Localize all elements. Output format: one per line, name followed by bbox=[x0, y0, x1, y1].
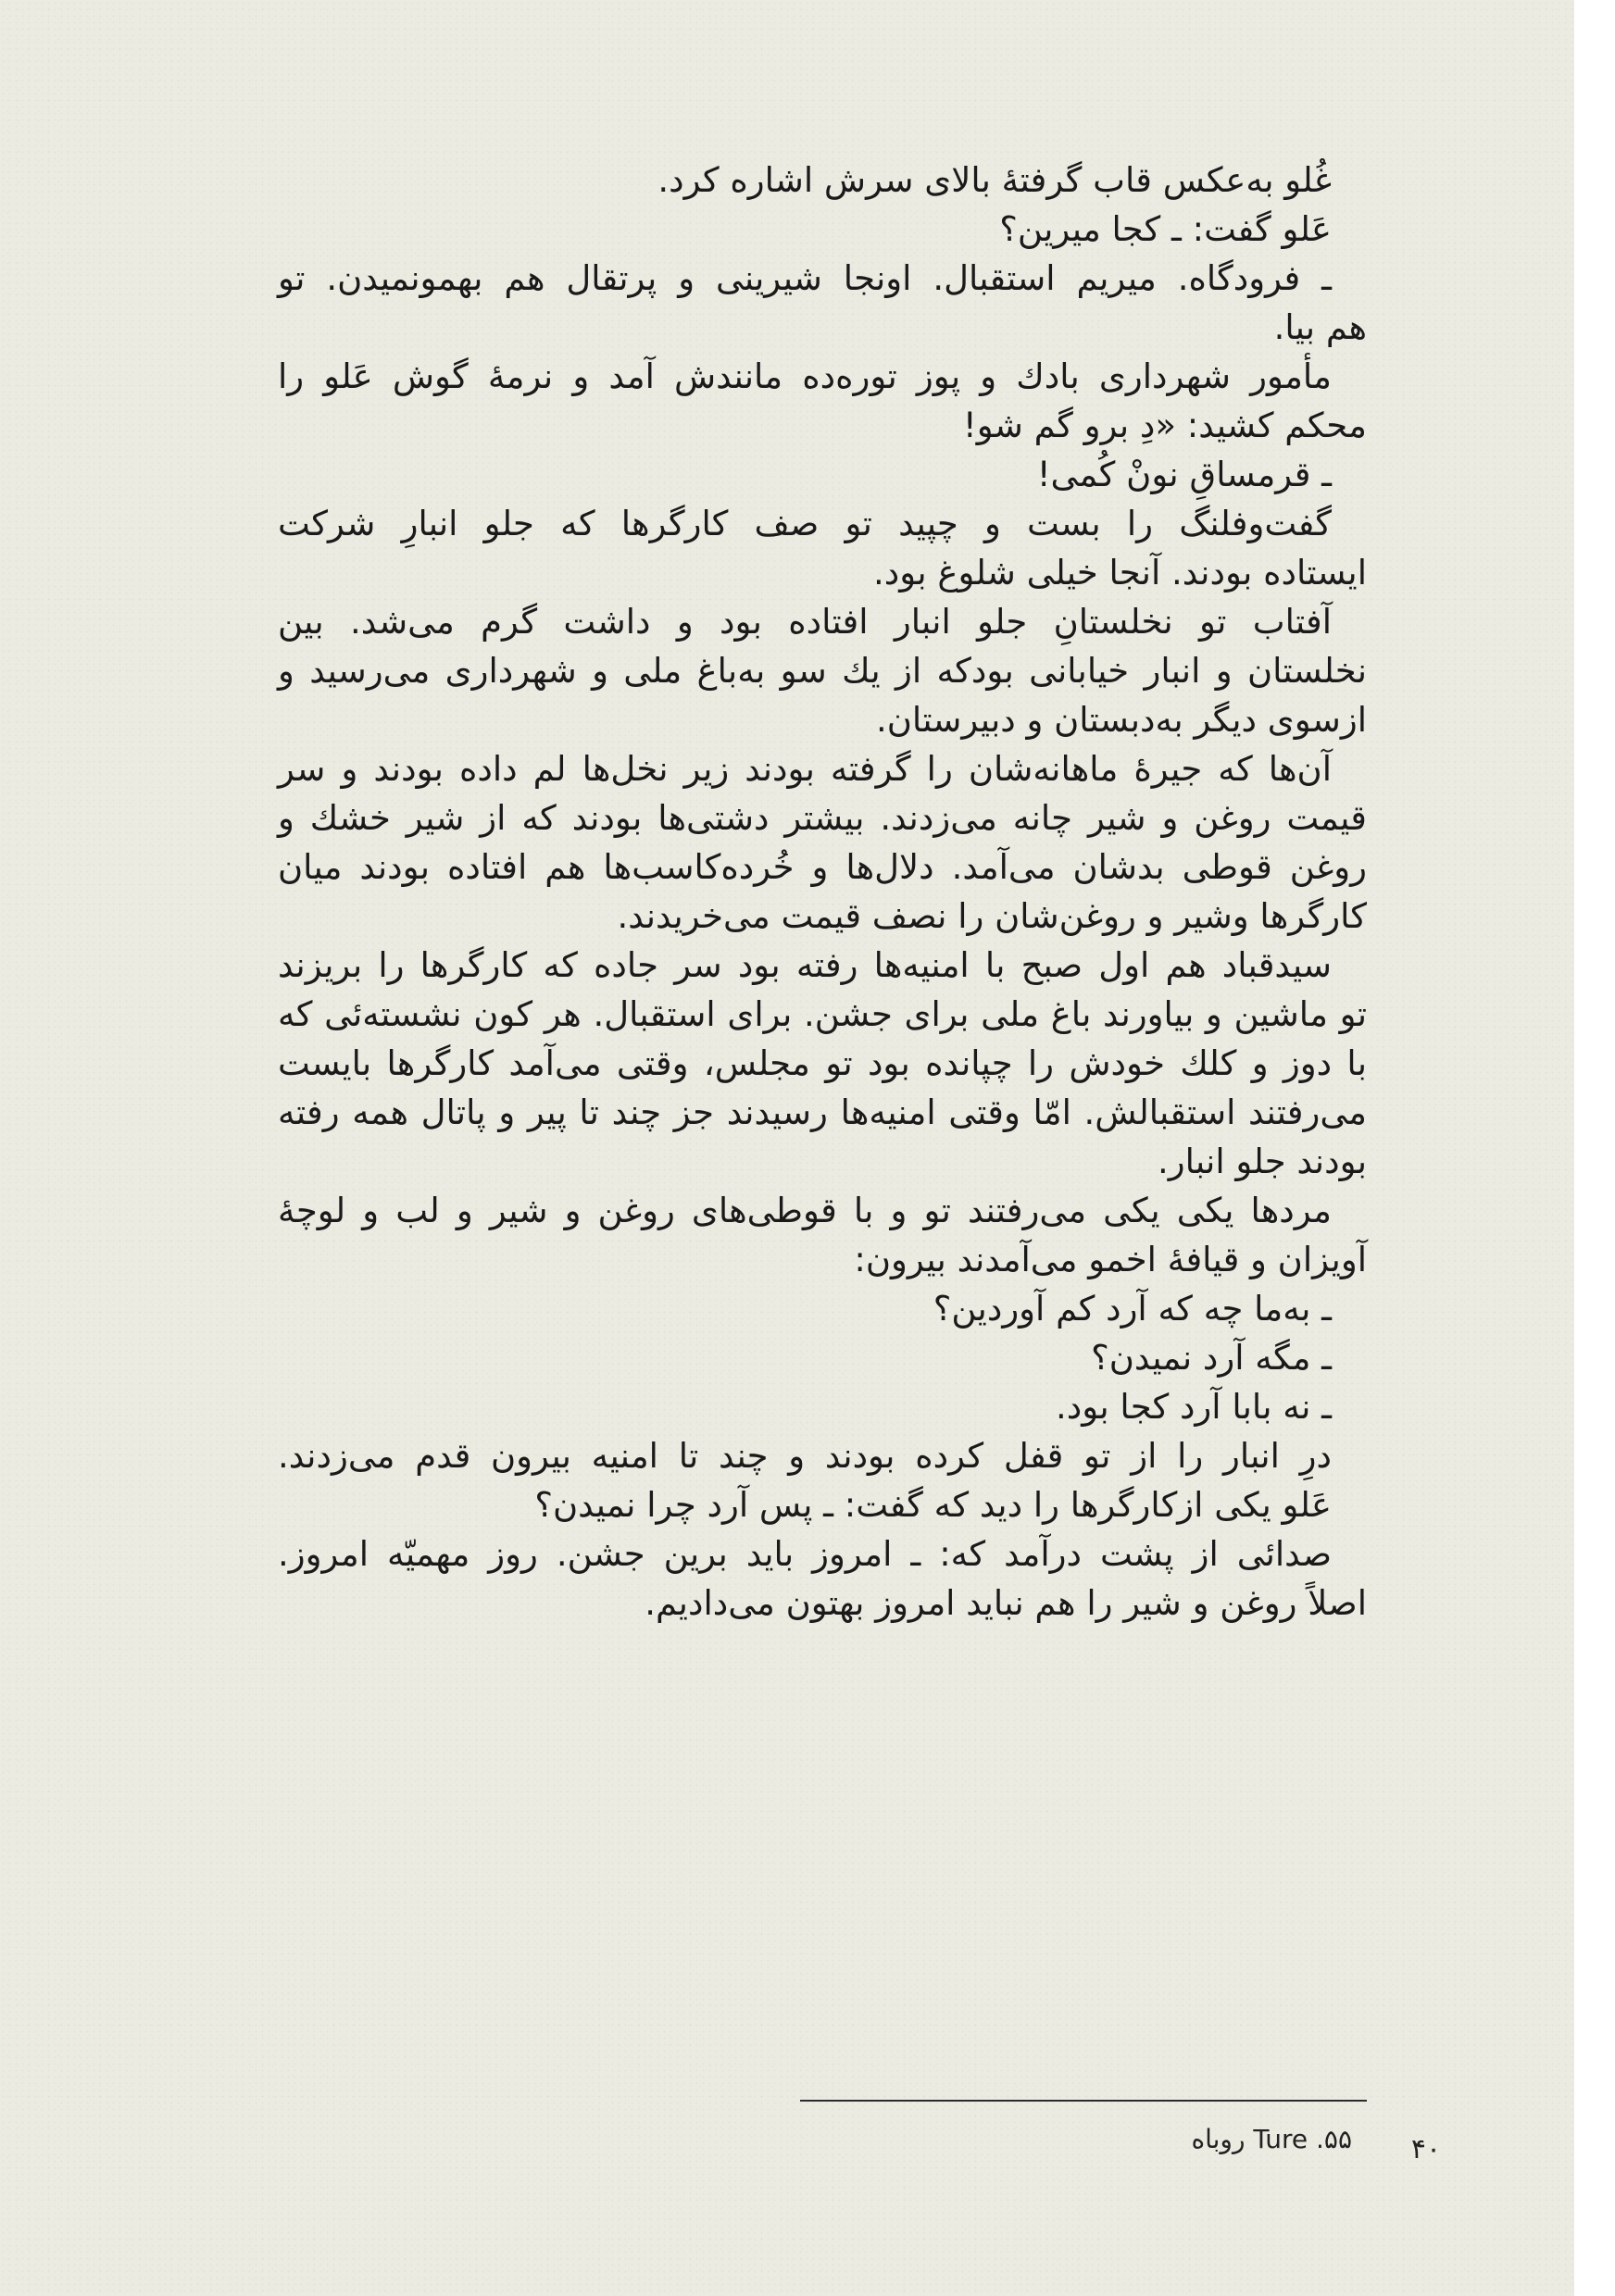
text-line: با دوز و کلك خودش را چپانده بود تو مجلس، وقتی می‌آمد کارگرها بایست bbox=[278, 1043, 1367, 1083]
text-line: آفتاب تو نخلستانِ جلو انبار افتاده بود و داشت گرم می‌شد. بین bbox=[278, 602, 1332, 642]
text-line: ـ مگه آرد نمیدن؟ bbox=[1091, 1338, 1332, 1378]
text-line: اصلاً روغن و شیر را هم نباید امروز بهتون می‌دادیم. bbox=[645, 1583, 1367, 1623]
text-line: روغن قوطی بدشان می‌آمد. دلال‌ها و خُرده‌کاسب‌ها هم افتاده بودند میان bbox=[278, 847, 1367, 887]
text-line: ـ نه بابا آرد کجا بود. bbox=[1056, 1387, 1332, 1427]
body-text bbox=[278, 156, 1367, 1628]
text-line: ـ فرودگاه. میریم استقبال. اونجا شیرینی و پرتقال هم بهمونمیدن. تو bbox=[278, 258, 1332, 298]
text-line: ایستاده بودند. آنجا خیلی شلوغ بود. bbox=[872, 553, 1367, 593]
text-line: سیدقباد هم اول صبح با امنیه‌ها رفته بود سر جاده که کارگرها را بریزند bbox=[278, 945, 1332, 985]
text-line: تو ماشین و بیاورند باغ ملی برای جشن. برای استقبال. هر کون نشسته‌ئی که bbox=[278, 994, 1367, 1034]
text-line: ازسوی دیگر به‌دبستان و دبیرستان. bbox=[875, 700, 1367, 740]
text-line: گفت‌وفلنگ را بست و چپید تو صف کارگرها که جلو انبارِ شرکت bbox=[278, 504, 1332, 543]
text-line: می‌رفتند استقبالش. امّا وقتی امنیه‌ها رسیدند جز چند تا پیر و پاتال همه رفته bbox=[278, 1092, 1367, 1132]
text-line: بودند جلو انبار. bbox=[1157, 1142, 1367, 1181]
text-line: ـ به‌ما چه که آرد کم آوردین؟ bbox=[933, 1289, 1332, 1329]
footnote-divider bbox=[800, 2100, 1367, 2102]
text-line: قیمت روغن و شیر چانه می‌زدند. بیشتر دشتی‌ها بودند که از شیر خشك و bbox=[278, 798, 1367, 838]
page-margin-strip bbox=[1574, 0, 1615, 2296]
text-line: غُلو به‌عکس قاب گرفتهٔ بالای سرش اشاره کرد. bbox=[657, 160, 1332, 200]
text-line: ـ قرمساقِ نونْ کُمی! bbox=[1036, 455, 1332, 494]
text-line: آن‌ها که جیرهٔ ماهانه‌شان را گرفته بودند زیر نخل‌ها لم داده بودند و سر bbox=[278, 749, 1332, 789]
page-number: ۴۰ bbox=[1410, 2133, 1442, 2165]
text-line: درِ انبار را از تو قفل کرده بودند و چند تا امنیه بیرون قدم می‌زدند. bbox=[278, 1436, 1332, 1476]
text-line: صدائی از پشت درآمد که: ـ امروز باید برین جشن. روز مهمیّه امروز. bbox=[278, 1534, 1332, 1574]
text-line: هم بیا. bbox=[1273, 307, 1367, 347]
text-line: مردها یکی یکی می‌رفتند تو و با قوطی‌های روغن و شیر و لب و لوچهٔ bbox=[278, 1191, 1332, 1230]
text-line: آویزان و قیافهٔ اخمو می‌آمدند بیرون: bbox=[854, 1240, 1367, 1279]
text-line: مأمور شهرداری بادك و پوز توره‌ده مانندش آمد و نرمهٔ گوش عَلو را bbox=[278, 356, 1332, 396]
text-line: عَلو یکی ازکارگرها را دید که گفت: ـ پس آرد چرا نمیدن؟ bbox=[534, 1485, 1332, 1525]
text-line: عَلو گفت: ـ کجا میرین؟ bbox=[999, 209, 1332, 249]
text-line: کارگرها وشیر و روغن‌شان را نصف قیمت می‌خریدند. bbox=[617, 896, 1367, 936]
footnote: ۵۵. Ture روباه bbox=[1191, 2124, 1352, 2154]
text-line: نخلستان و انبار خیابانی بودکه از یك سو به‌باغ ملی و شهرداری می‌رسید و bbox=[278, 651, 1367, 691]
text-line: محکم کشید: «دِ برو گم شو! bbox=[962, 406, 1367, 445]
